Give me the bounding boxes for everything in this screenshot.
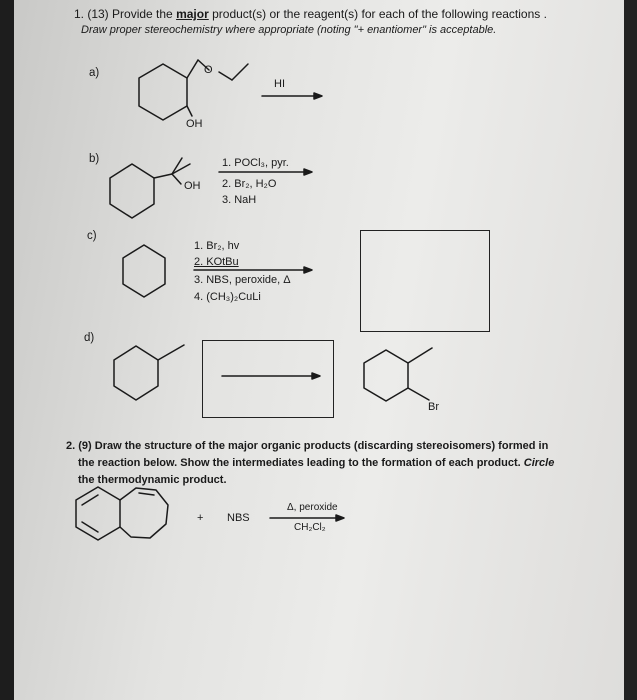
- part-d-product-ring: [364, 348, 432, 401]
- instruction-major: major: [176, 7, 209, 21]
- part-b-oh-label: OH: [184, 180, 201, 192]
- part-b-label: b): [89, 153, 100, 165]
- part-a-label: a): [89, 67, 100, 79]
- part-d-start-ring: [114, 345, 184, 400]
- worksheet-page: [14, 0, 624, 700]
- background-edge: [624, 0, 637, 700]
- part-a-arrowhead: [314, 93, 322, 99]
- part-d-label: d): [84, 332, 95, 344]
- part-b-cyclohexane-ring: [110, 164, 154, 218]
- part-b-reagent-1: 1. POCl₃, pyr.: [222, 157, 289, 169]
- part-b-substituent-bonds: [154, 158, 190, 184]
- question-2-benzene-ring: [76, 487, 120, 540]
- part-c-reagent-1: 1. Br₂, hv: [194, 240, 240, 252]
- part-c-label: c): [87, 230, 97, 242]
- instruction-pre: Provide the: [112, 7, 173, 21]
- part-c-cyclohexane-ring: [123, 245, 165, 297]
- part-b-reagent-2: 2. Br₂, H₂O: [222, 178, 277, 190]
- part-d-arrowhead: [312, 373, 320, 379]
- question-2-arrowhead: [336, 515, 344, 521]
- question-2-text-2: the reaction below. Show the intermediates leading to the formation of each product.: [78, 457, 521, 469]
- question-2-text-3: the thermodynamic product.: [78, 474, 227, 486]
- question-2-condition-top: Δ, peroxide: [287, 502, 338, 513]
- instruction-line-2: Draw proper stereochemistry where appropriate (noting "+ enantiomer" is acceptable.: [81, 24, 497, 36]
- question-2-plus: +: [197, 512, 204, 524]
- part-a-oh-label: OH: [186, 118, 203, 130]
- part-a-cyclohexane-ring: [139, 64, 187, 120]
- part-d-br-label: Br: [428, 401, 439, 413]
- part-c-reagent-2: 2. KOtBu: [194, 256, 239, 268]
- part-b-arrowhead: [304, 169, 312, 175]
- part-b-reagent-3: 3. NaH: [222, 194, 257, 206]
- question-2-text-1: Draw the structure of the major organic products (discarding stereoisomers) formed in: [94, 440, 549, 452]
- question-2-number: 2.: [66, 440, 76, 452]
- question-2-circle-word: Circle: [523, 457, 555, 469]
- instruction-post: product(s) or the reagent(s) for each of the following reactions .: [212, 7, 547, 21]
- svg-text:O: O: [204, 64, 213, 76]
- question-2-nbs: NBS: [227, 512, 250, 524]
- question-1-number: 1. (13): [74, 7, 109, 21]
- part-c-arrowhead: [304, 267, 312, 273]
- part-a-reagent: HI: [274, 78, 285, 90]
- part-a-substituent-bonds: [187, 60, 248, 116]
- question-2-condition-bottom: CH₂Cl₂: [294, 522, 326, 533]
- question-2-points: (9): [78, 440, 92, 452]
- question-2-seven-ring: [120, 488, 168, 538]
- part-c-reagent-4: 4. (CH₃)₂CuLi: [194, 291, 261, 303]
- structures-layer: [14, 0, 624, 700]
- part-c-reagent-3: 3. NBS, peroxide, Δ: [194, 274, 291, 286]
